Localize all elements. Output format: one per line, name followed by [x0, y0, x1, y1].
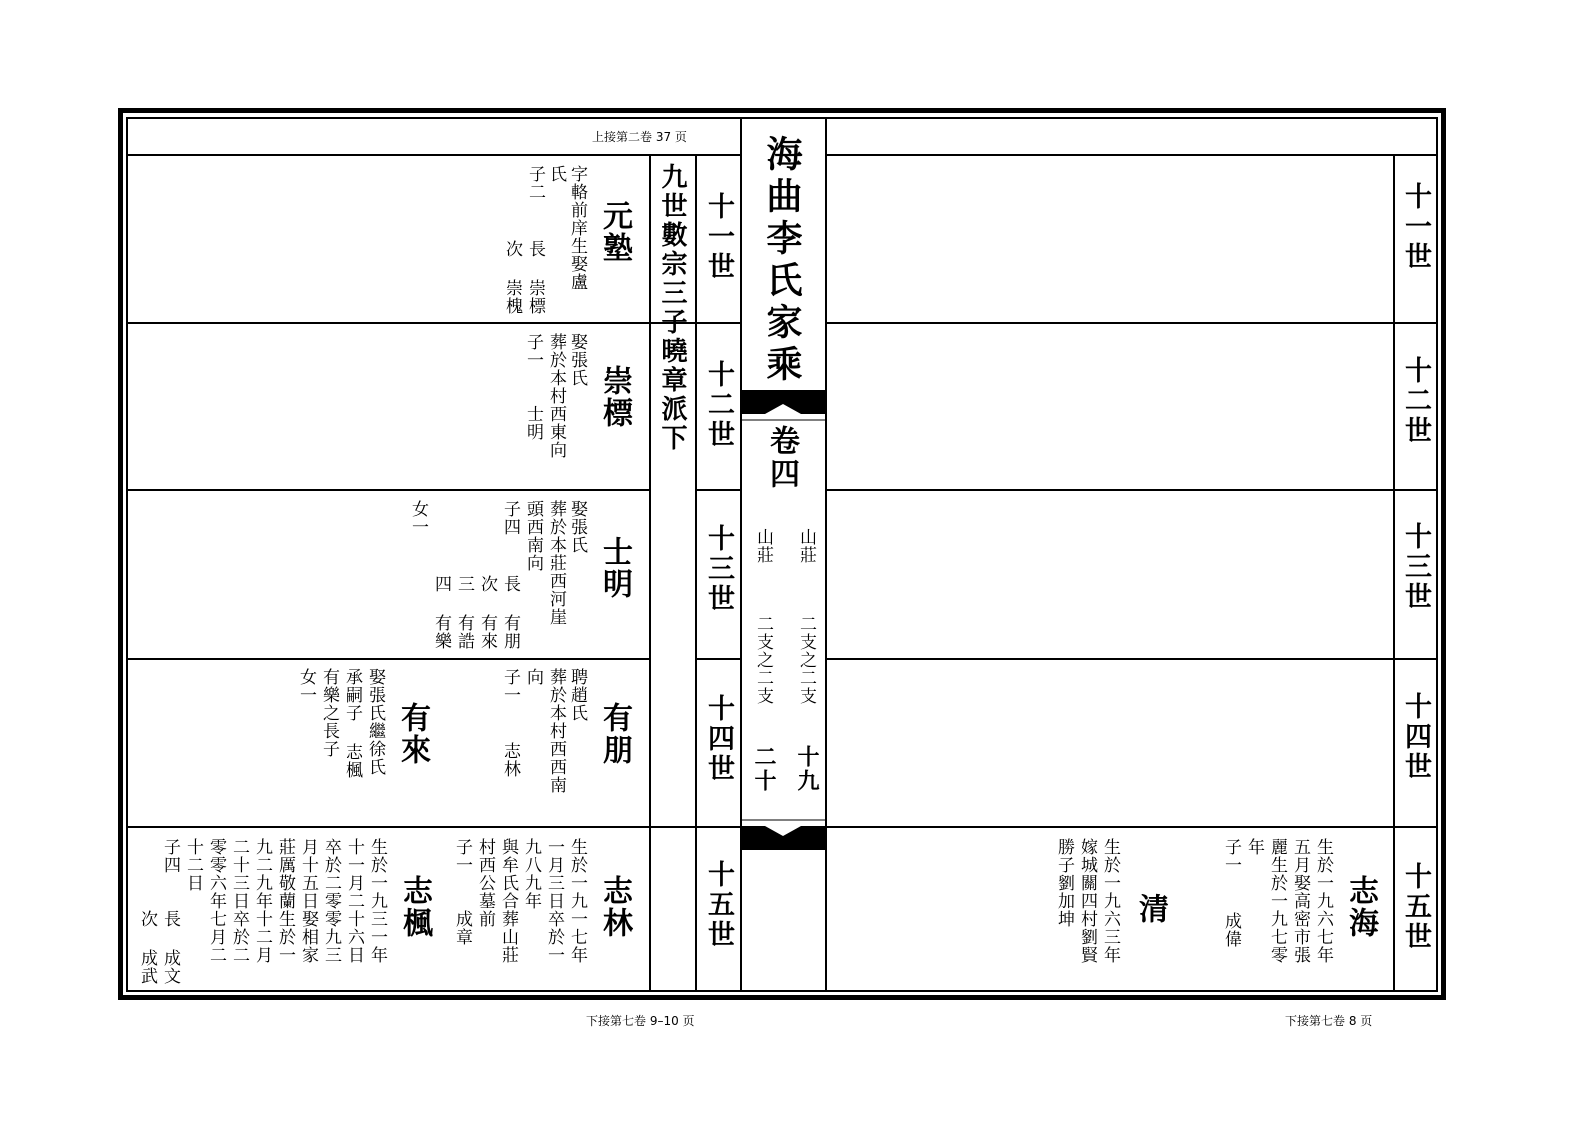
branch-a-desc: 二支之二支 [796, 615, 816, 705]
gen-label-13: 十三世 [703, 524, 734, 614]
person-note: 生於一九一七年 [567, 838, 587, 964]
person-note: 五月娶高密市張 [1290, 838, 1310, 964]
person-note: 嫁城關四村劉賢 [1077, 838, 1097, 964]
gen-label-11-right: 十一世 [1400, 182, 1431, 272]
person-name: 士明 [597, 536, 632, 600]
person-note: 三 有誥 [454, 575, 474, 650]
person-note: 字輅前庠生娶盧 [567, 165, 587, 291]
person-note: 次 有來 [477, 575, 497, 650]
rule [825, 826, 1438, 828]
person-name: 志楓 [397, 875, 432, 939]
person-note: 女一 [296, 668, 316, 704]
person-note: 長 有朋 [500, 575, 520, 650]
person-note: 次 成武 [137, 910, 157, 985]
person-note: 向 [523, 668, 543, 686]
person-note: 九八九年 [521, 838, 541, 910]
person-note: 麗生於一九七零 [1267, 838, 1287, 964]
rule [695, 154, 697, 992]
rule [1393, 154, 1395, 992]
book-title: 海曲李氏家乘 [761, 135, 803, 387]
branch-b-desc: 二支之二支 [753, 615, 773, 705]
person-note: 娶張氏 [567, 333, 587, 387]
rule [825, 489, 1438, 491]
person-note: 年 [1244, 838, 1264, 856]
person-note: 二十三日卒於二 [229, 838, 249, 964]
person-note: 葬於本莊西河崖 [546, 500, 566, 626]
person-note: 有樂之長子 [319, 668, 339, 758]
person-note: 子一 [500, 668, 520, 704]
person-note: 長 成文 [160, 910, 180, 985]
person-note: 士明 [523, 405, 543, 441]
person-note: 長 崇標 [525, 240, 545, 315]
branch-b-place: 山莊 [753, 528, 773, 564]
gen-label-15: 十五世 [703, 860, 734, 950]
person-note: 次 崇槐 [502, 240, 522, 315]
person-note: 娶張氏繼徐氏 [365, 668, 385, 776]
gen-label-11: 十一世 [703, 192, 734, 282]
person-note: 月十五日娶相家 [298, 838, 318, 964]
person-note: 女一 [408, 500, 428, 536]
person-note: 葬於本村西西南 [546, 668, 566, 794]
person-note: 與牟氏合葬山莊 [498, 838, 518, 964]
rule [825, 154, 1438, 156]
person-note: 子二 [525, 165, 545, 201]
rule [825, 117, 827, 992]
branch-a-place: 山莊 [796, 528, 816, 564]
person-note: 村西公墓前 [475, 838, 495, 928]
person-note: 娶張氏 [567, 500, 587, 554]
person-note: 子一 [523, 333, 543, 369]
person-note: 子一 [452, 838, 472, 874]
person-note: 志林 [500, 742, 520, 778]
caption-bottom-left: 下接第七卷 9–10 页 [586, 1014, 695, 1028]
person-note: 十二日 [183, 838, 203, 892]
gen-label-12-right: 十二世 [1400, 356, 1431, 446]
caption-bottom-right: 下接第七卷 8 页 [1285, 1014, 1373, 1028]
person-note: 一月三日卒於一 [544, 838, 564, 964]
rule [127, 658, 649, 660]
gen-label-15-right: 十五世 [1400, 862, 1431, 952]
rule [825, 322, 1438, 324]
gen-label-14: 十四世 [703, 694, 734, 784]
rule [127, 489, 649, 491]
person-note: 頭西南向 [523, 500, 543, 572]
person-name: 崇標 [597, 365, 632, 429]
person-note: 成偉 [1221, 912, 1241, 948]
person-note: 卒於二零零九三 [321, 838, 341, 964]
person-note: 氏 [546, 165, 566, 183]
person-note: 生於一九六七年 [1313, 838, 1333, 964]
rule [649, 154, 651, 992]
person-name: 志海 [1343, 875, 1378, 939]
rule [695, 489, 741, 491]
person-name: 清 [1133, 893, 1168, 925]
person-note: 生於一九三一年 [367, 838, 387, 964]
person-note: 子一 [1221, 838, 1241, 874]
person-name: 有來 [395, 702, 430, 766]
branch-b-gen: 二十 [751, 745, 777, 793]
person-note: 勝子劉加坤 [1054, 838, 1074, 928]
person-note: 生於一九六三年 [1100, 838, 1120, 964]
person-name: 元塾 [597, 200, 632, 264]
gen-label-13-right: 十三世 [1400, 522, 1431, 612]
caption-top-left: 上接第二卷 37 页 [592, 130, 687, 144]
branch-a-gen: 十九 [794, 745, 820, 793]
person-note: 子四 [500, 500, 520, 536]
gen-label-14-right: 十四世 [1400, 692, 1431, 782]
person-note: 十一月二十六日 [344, 838, 364, 964]
person-note: 四 有樂 [431, 575, 451, 650]
lineage-title: 九世數宗三子曉章派下 [657, 163, 687, 453]
person-note: 承嗣子 志楓 [342, 668, 362, 779]
rule [695, 658, 741, 660]
person-note: 成章 [452, 910, 472, 946]
person-note: 九二九年十二月 [252, 838, 272, 964]
person-name: 有朋 [597, 702, 632, 766]
person-name: 志林 [597, 875, 632, 939]
person-note: 葬於本村西東向 [546, 333, 566, 459]
person-note: 零零六年七月二 [206, 838, 226, 964]
gen-label-12: 十二世 [703, 360, 734, 450]
person-note: 莊厲敬蘭生於一 [275, 838, 295, 964]
person-note: 聘趙氏 [567, 668, 587, 722]
person-note: 子四 [160, 838, 180, 874]
rule [825, 658, 1438, 660]
volume-label: 卷四 [764, 425, 799, 491]
